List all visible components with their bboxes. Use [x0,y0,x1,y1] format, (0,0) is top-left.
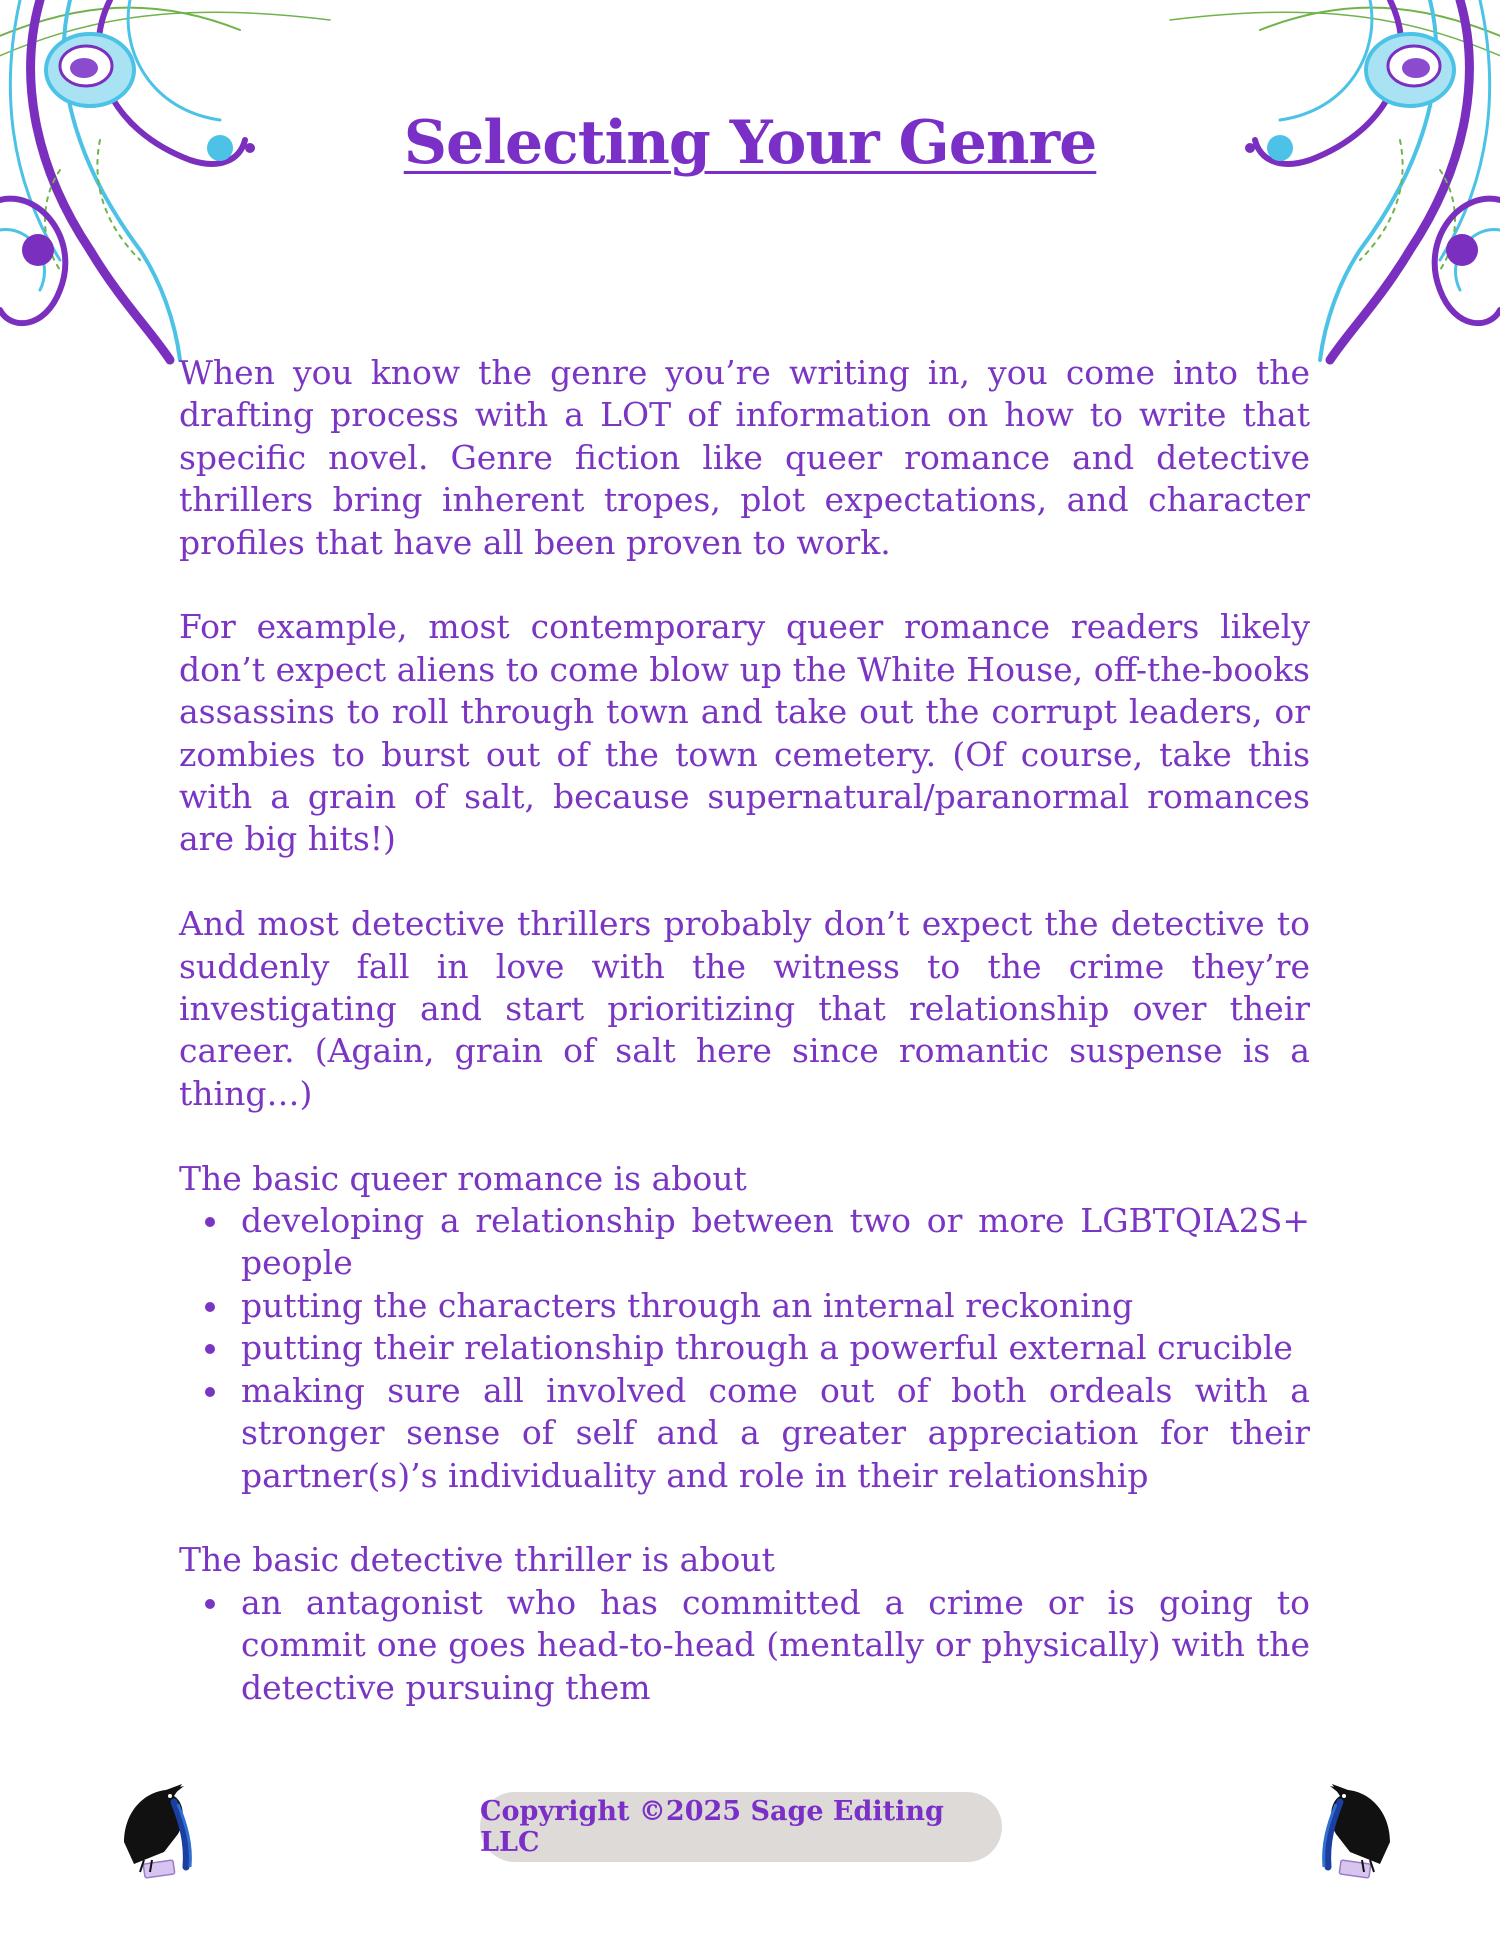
copyright-badge [480,1792,1002,1862]
list-item: putting their relationship through a powerful external crucible [241,1327,1310,1369]
peacock-feather-ornament-icon [1140,0,1500,370]
paragraph: When you know the genre you’re writing in, you come into the drafting process with a LOT of information on how to write that specific novel. Genre fiction like queer romance and detective thrillers bring inherent tropes, plot expectations, and character profiles that have all been proven to work. [179,353,1310,562]
raven-with-quill-icon [104,1772,214,1882]
list-item: developing a relationship between two or more LGBTQIA2S+ people [241,1200,1310,1285]
romance-list-intro: The basic queer romance is about [179,1158,747,1198]
list-item: an antagonist who has committed a crime or is going to commit one goes head-to-head (mentally or physically) with the detective pursuing them [241,1582,1310,1709]
peacock-feather-ornament-icon [0,0,360,370]
romance-bullet-list [179,1200,1310,1497]
list-item: putting the characters through an internal reckoning [241,1285,1310,1327]
paragraph: For example, most contemporary queer romance readers likely don’t expect aliens to come blow up the White House, off-the-books assassins to roll through town and take out the corrupt leaders, or zombies to burst out of the town cemetery. (Of course, take this with a grain of salt, because supernatural/paranormal romances are big hits!) [179,607,1310,859]
copyright-text: Copyright ©2025 Sage Editing LLC [480,1796,944,1858]
body-content [179,352,1310,1751]
thriller-list-intro: The basic detective thriller is about [179,1540,775,1580]
raven-with-quill-icon [1300,1772,1410,1882]
list-item: making sure all involved come out of both ordeals with a stronger sense of self and a greater appreciation for their partner(s)’s individuality and role in their relationship [241,1370,1310,1497]
thriller-bullet-list [179,1582,1310,1709]
paragraph: And most detective thrillers probably don’t expect the detective to suddenly fall in love with the witness to the crime they’re investigating and start prioritizing that relationship over their career. (Again, grain of salt here since romantic suspense is a thing…) [179,904,1310,1113]
page-title: Selecting Your Genre [403,108,1097,178]
